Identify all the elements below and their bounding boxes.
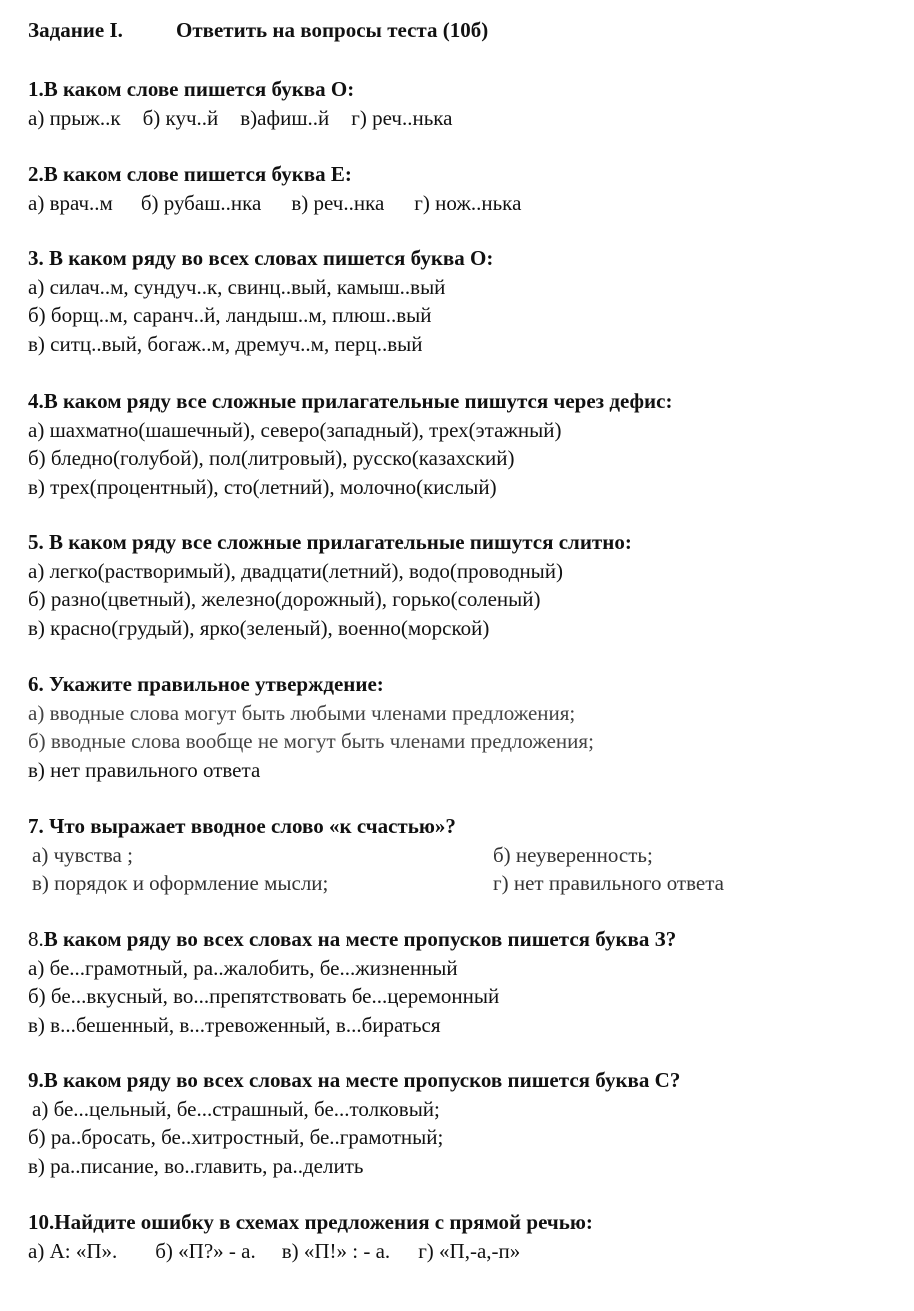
option-b: б) рубаш..нка <box>140 190 262 215</box>
question-title: 9.В каком ряду во всех словах на месте пропусков пишется буква С? <box>28 1068 681 1092</box>
option-a: а) силач..м, сундуч..к, свинц..вый, камыш..вый <box>28 274 446 299</box>
option-d: г) нет правильного ответа <box>493 870 724 895</box>
question-title: 3. В каком ряду во всех словах пишется буква О: <box>28 246 494 270</box>
question-1 <box>28 75 453 132</box>
option-c: в) реч..нка <box>291 190 385 215</box>
option-b: б) разно(цветный), железно(дорожный), горько(соленый) <box>28 587 541 611</box>
option-b: б) борщ..м, саранч..й, ландыш..м, плюш..вый <box>28 303 432 327</box>
question-10 <box>28 1208 593 1265</box>
option-c: в) трех(процентный), сто(летний), молочно(кислый) <box>28 474 497 499</box>
option-b: б) «П?» - а. <box>155 1238 256 1263</box>
options-row <box>28 1237 593 1266</box>
option-a: а) чувства ; <box>32 842 133 867</box>
option-c: в) красно(грудый), ярко(зеленый), военно(морской) <box>28 615 490 640</box>
option-a: а) шахматно(шашечный), северо(западный), трех(этажный) <box>28 417 562 442</box>
option-a: а) бе...грамотный, ра..жалобить, бе...жизненный <box>28 955 458 980</box>
option-a: а) бе...цельный, бе...страшный, бе...толковый; <box>32 1096 440 1121</box>
option-d: г) реч..нька <box>351 105 453 130</box>
question-title: 7. Что выражает вводное слово «к счастью»? <box>28 814 456 838</box>
option-c: в) ситц..вый, богаж..м, дремуч..м, перц..вый <box>28 331 423 356</box>
question-title: 6. Укажите правильное утверждение: <box>28 672 384 696</box>
option-c: в) в...бешенный, в...тревоженный, в...бираться <box>28 1012 441 1037</box>
question-title: 10.Найдите ошибку в схемах предложения с прямой речью: <box>28 1210 593 1234</box>
question-title: 5. В каком ряду все сложные прилагательные пишутся слитно: <box>28 530 632 554</box>
option-a: а) врач..м <box>28 190 113 215</box>
option-a: а) легко(растворимый), двадцати(летний), водо(проводный) <box>28 558 564 583</box>
question-text: В каком ряду во всех словах на месте пропусков пишется буква З? <box>43 927 677 951</box>
question-3 <box>28 244 493 358</box>
option-b: б) вводные слова вообще не могут быть членами предложения; <box>28 729 594 753</box>
question-4 <box>28 387 672 501</box>
question-8 <box>28 925 676 1039</box>
option-c: в)афиш..й <box>240 105 330 130</box>
task-heading <box>28 18 488 43</box>
option-b: б) ра..бросать, бе..хитростный, бе..грамотный; <box>28 1125 444 1149</box>
option-c: в) ра..писание, во..главить, ра..делить <box>28 1153 364 1178</box>
option-c: в) нет правильного ответа <box>28 757 261 782</box>
option-c: в) порядок и оформление мысли; <box>32 870 329 895</box>
question-6 <box>28 670 594 784</box>
question-9 <box>28 1066 680 1180</box>
option-d: г) «П,-а,-п» <box>418 1238 521 1263</box>
question-7 <box>28 812 888 898</box>
options-row <box>28 104 453 133</box>
option-b: б) куч..й <box>142 105 219 130</box>
question-number: 8. <box>28 927 44 951</box>
task-title: Ответить на вопросы теста (10б) <box>176 18 489 42</box>
option-b: б) бледно(голубой), пол(литровый), русско(казахский) <box>28 446 515 470</box>
question-title: 1.В каком слове пишется буква О: <box>28 77 355 101</box>
option-b: б) неуверенность; <box>493 842 653 867</box>
question-title <box>28 925 676 954</box>
option-b: б) бе...вкусный, во...препятствовать бе...церемонный <box>28 984 500 1008</box>
options-row <box>28 189 521 218</box>
question-2 <box>28 160 521 217</box>
question-5 <box>28 528 632 642</box>
option-d: г) нож..нька <box>414 190 522 215</box>
option-a: а) вводные слова могут быть любыми членами предложения; <box>28 700 576 725</box>
task-label: Задание I. <box>28 18 123 42</box>
question-title: 2.В каком слове пишется буква Е: <box>28 162 352 186</box>
option-a: а) прыж..к <box>28 105 121 130</box>
options-grid <box>28 841 888 898</box>
option-a: а) А: «П». <box>28 1238 118 1263</box>
option-c: в) «П!» : - а. <box>281 1238 391 1263</box>
question-title: 4.В каком ряду все сложные прилагательные пишутся через дефис: <box>28 389 673 413</box>
